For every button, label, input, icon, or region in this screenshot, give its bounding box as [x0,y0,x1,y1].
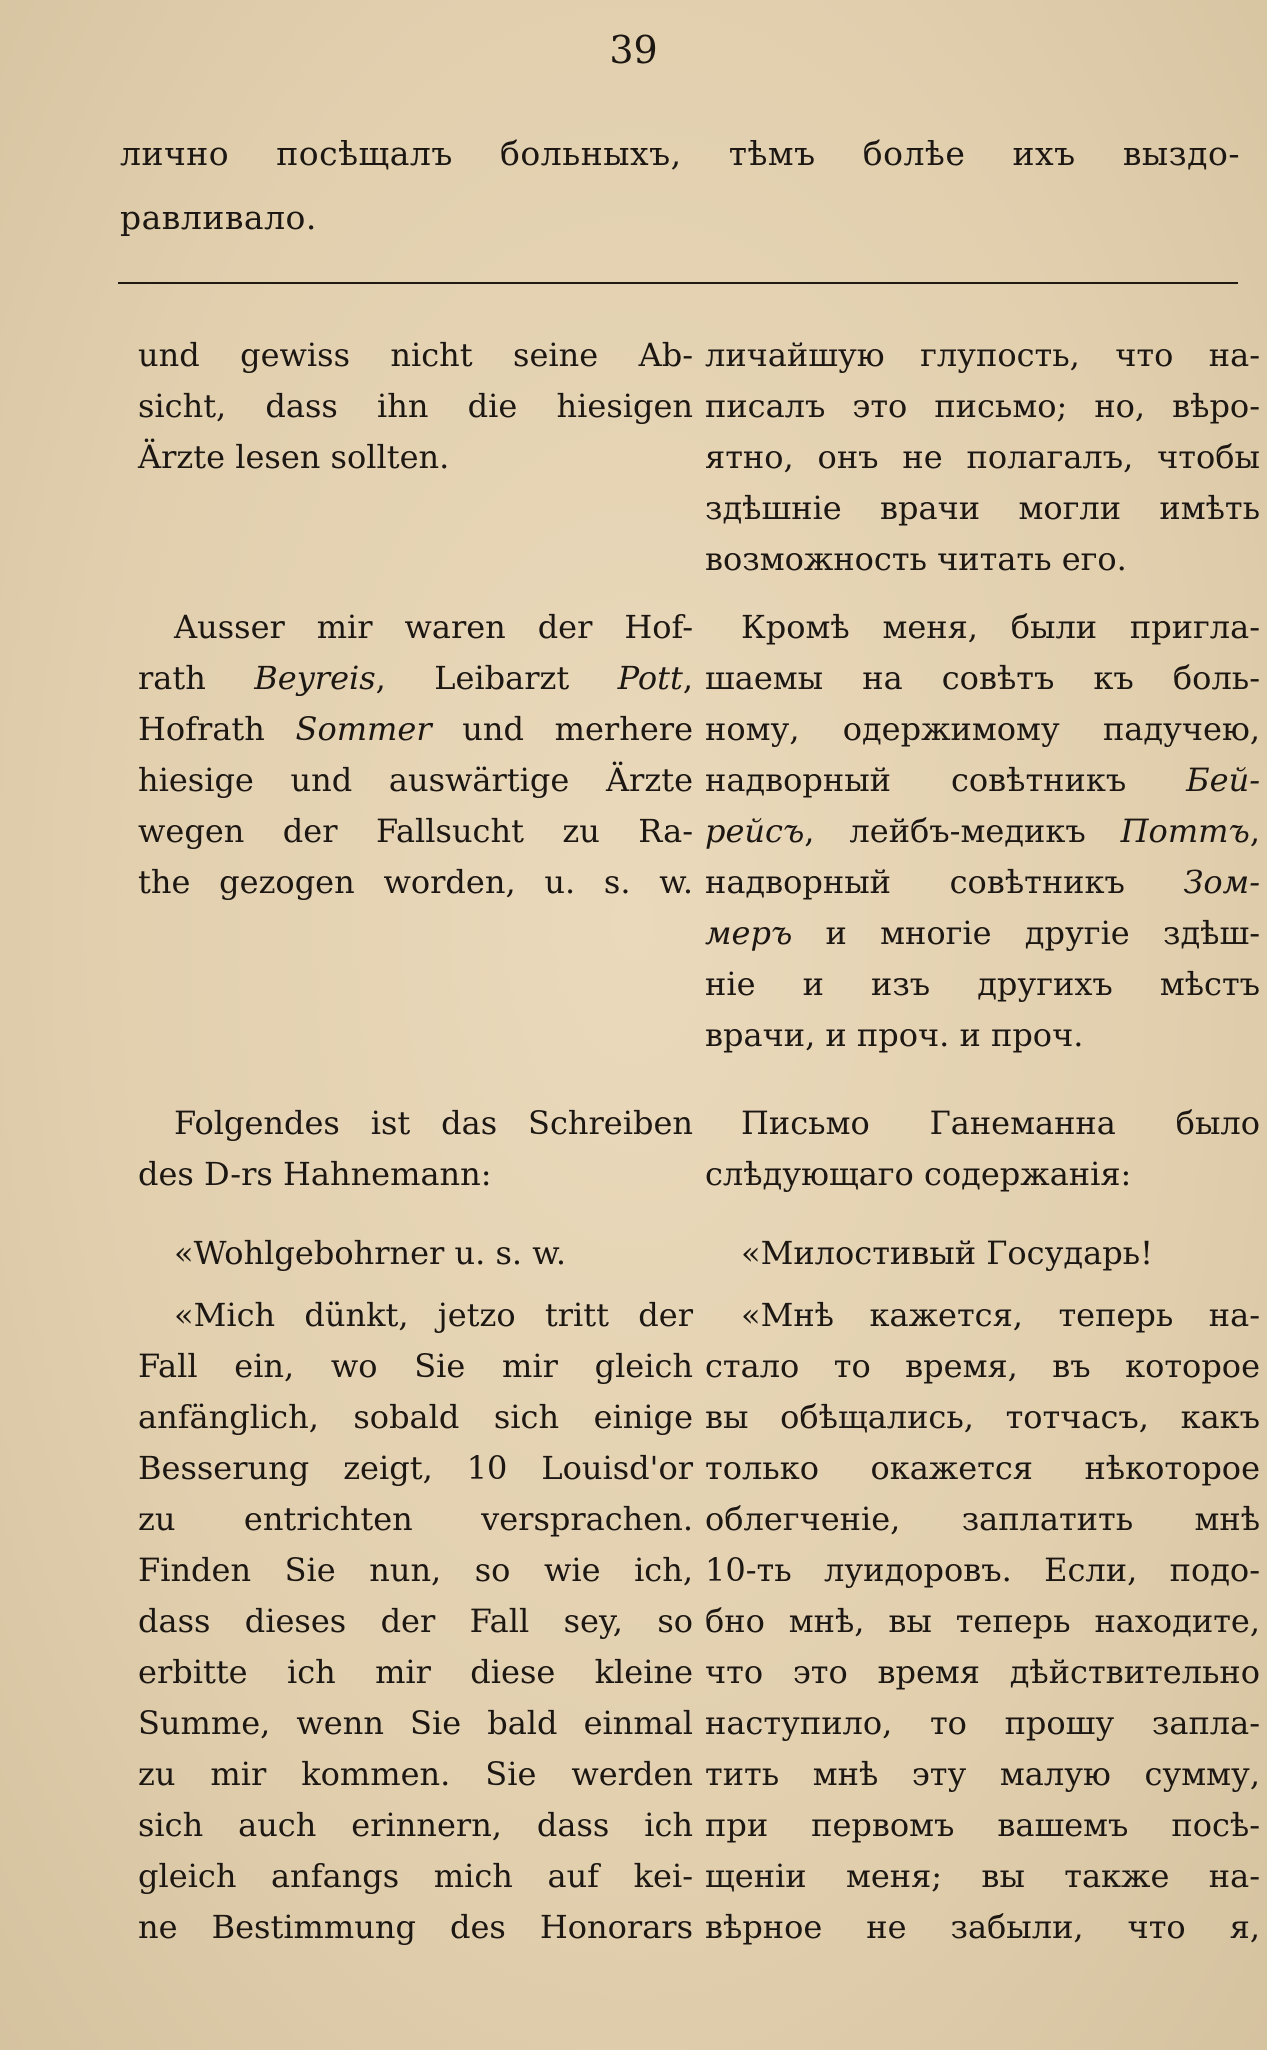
text-line: врачи, и проч. и проч. [705,1016,1084,1054]
person-name: Бей- [1186,761,1260,799]
text-line: sich auch erinnern, dass ich [138,1806,693,1844]
text-line: Кромѣ меня, были пригла- [741,608,1260,646]
text-line: zu entrichten versprachen. [138,1500,693,1538]
text-line: бно мнѣ, вы теперь находите, [705,1602,1260,1640]
person-name: Зом- [1183,863,1260,901]
text-line: ному, одержимому падучею, [705,710,1260,748]
paragraph [705,602,1260,1061]
text-line: erbitte ich mir diese kleine [138,1653,693,1691]
text-line: wegen der Fallsucht zu Ra- [138,812,693,850]
text-line: «Милостивый Государь! [741,1234,1153,1272]
text-line: надворный совѣтникъ Бей- [705,761,1260,799]
text-line: «Mich dünkt, jetzo tritt der [174,1296,693,1334]
text-line: «Мнѣ кажется, теперь на- [741,1296,1260,1334]
text-line: rath Beyreis, Leibarzt Pott, [138,659,693,697]
text-line: слѣдующаго содержанія: [705,1155,1132,1193]
text-line: рейсъ, лейбъ-медикъ Поттъ, [705,812,1260,850]
text-line: шаемы на совѣтъ къ боль- [705,659,1260,697]
paragraph [138,602,693,908]
person-name: Pott [617,659,683,697]
paragraph [138,330,693,483]
paragraph [138,1290,693,1953]
text-line: anfänglich, sobald sich einige [138,1398,693,1436]
text-line: zu mir kommen. Sie werden [138,1755,693,1793]
paragraph [705,330,1260,585]
paragraph [138,1228,693,1279]
text-line: Folgendes ist das Schreiben [174,1104,693,1142]
text-line: наступило, то прошу запла- [705,1704,1260,1742]
text-line: равливало. [120,198,317,237]
person-name: рейсъ [705,812,805,850]
text-line: надворный совѣтникъ Зом- [705,863,1260,901]
horizontal-rule [118,282,1238,284]
text-line: лично посѣщалъ больныхъ, тѣмъ болѣе ихъ выздо- [120,134,1240,173]
text-line: gleich anfangs mich auf kei- [138,1857,693,1895]
text-line: Finden Sie nun, so wie ich, [138,1551,693,1589]
text-line: Besserung zeigt, 10 Louisd'or [138,1449,693,1487]
text-line: «Wohlgebohrner u. s. w. [174,1234,566,1272]
person-name: Beyreis [254,659,376,697]
paragraph [705,1228,1260,1279]
person-name: Поттъ [1120,812,1250,850]
text-line: the gezogen worden, u. s. w. [138,863,693,901]
top-continuation-text [120,122,1240,250]
text-line: hiesige und auswärtige Ärzte [138,761,693,799]
text-line: ніе и изъ другихъ мѣстъ [705,965,1260,1003]
page-number: 39 [609,28,658,72]
text-line: Summe, wenn Sie bald einmal [138,1704,693,1742]
text-line: личайшую глупость, что на- [705,336,1260,374]
text-line: ne Bestimmung des Honorars [138,1908,693,1946]
text-line: sicht, dass ihn die hiesigen [138,387,693,425]
text-line: тить мнѣ эту малую сумму, [705,1755,1260,1793]
text-line: что это время дѣйствительно [705,1653,1260,1691]
text-line: Ärzte lesen sollten. [138,438,450,476]
person-name: меръ [705,914,793,952]
person-name: Sommer [295,710,432,748]
text-line: стало то время, въ которое [705,1347,1260,1385]
text-line: Ausser mir waren der Hof- [174,608,693,646]
text-line: облегченіе, заплатить мнѣ [705,1500,1260,1538]
text-line: dass dieses der Fall sey, so [138,1602,693,1640]
text-line: Hofrath Sommer und merhere [138,710,693,748]
paragraph [705,1290,1260,1953]
text-line: und gewiss nicht seine Ab- [138,336,693,374]
text-line: здѣшніе врачи могли имѣть [705,489,1260,527]
text-line: меръ и многіе другіе здѣш- [705,914,1260,952]
text-line: возможность читать его. [705,540,1127,578]
text-line: 10-ть луидоровъ. Если, подо- [705,1551,1260,1589]
paragraph [138,1098,693,1200]
text-line: вѣрное не забыли, что я, [705,1908,1260,1946]
paragraph [705,1098,1260,1200]
text-line: Fall ein, wo Sie mir gleich [138,1347,693,1385]
text-line: Письмо Ганеманна было [741,1104,1260,1142]
text-line: вы обѣщались, тотчасъ, какъ [705,1398,1260,1436]
text-line: des D-rs Hahnemann: [138,1155,492,1193]
text-line: щеніи меня; вы также на- [705,1857,1260,1895]
text-line: писалъ это письмо; но, вѣро- [705,387,1260,425]
text-line: ятно, онъ не полагалъ, чтобы [705,438,1260,476]
text-line: только окажется нѣкоторое [705,1449,1260,1487]
text-line: при первомъ вашемъ посѣ- [705,1806,1260,1844]
